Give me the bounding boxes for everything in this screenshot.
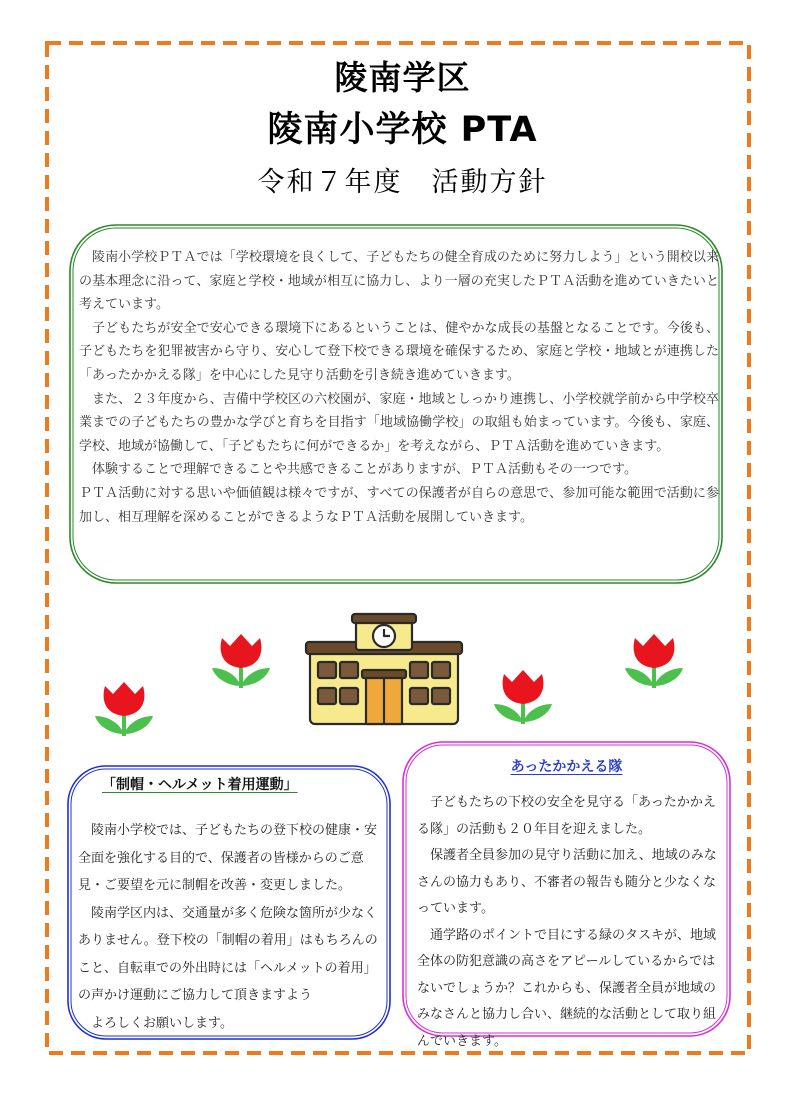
kaeru-text: [417, 790, 722, 1055]
tulip-icon: [618, 630, 690, 692]
policy-paragraph: 陵南小学校ＰＴＡでは「学校環境を良くして、子どもたちの健全育成のために努力しよう」という開校以来の基本理念に沿って、家庭と学校・地域が相互に協力し、より一層の充実したＰＴＡ活動を進めていきたいと考えています。: [79, 250, 719, 313]
helmet-title: 「制帽・ヘルメット着用運動」: [102, 777, 298, 793]
policy-paragraph: また、２３年度から、吉備中学校区の六校園が、家庭・地域としっかり連携し、小学校就学前から中学校卒業までの子どもたちの豊かな学びと育ちを目指す「地域協働学校」の取組も始まっています。今後も、家庭、学校、地域が協働して、「子どもたちに何ができるか」を考えながら、ＰＴＡ活動を進めていきます。: [79, 391, 719, 454]
page-title-school: 陵南小学校 PTA: [267, 110, 538, 150]
policy-text: [79, 246, 719, 529]
helmet-text: [78, 817, 384, 1037]
helmet-paragraph: 陵南小学校では、子どもたちの登下校の健康・安全面を強化する目的で、保護者の皆様からのご意見・ご要望を元に制帽を改善・変更しました。: [78, 823, 378, 893]
school-icon: [304, 612, 464, 728]
helmet-paragraph: よろしくお願いします。: [91, 1015, 233, 1031]
helmet-paragraph: 陵南学区内は、交通量が多く危険な箇所が少なくありません。登下校の「制帽の着用」はもちろんのこと、自転車での外出時には「ヘルメットの着用」の声かけ運動にご協力して頂きますよう: [78, 905, 378, 1003]
tulip-icon: [488, 666, 558, 728]
kaeru-paragraph: 通学路のポイントで目にする緑のタスキが、地域全体の防犯意識の高さをアピールしているからではないでしょうか？これからも、保護者全員が地域のみなさんと協力し合い、継続的な活動として取り組んでいきます。: [417, 927, 717, 1049]
policy-paragraph: 体験することで理解できることや共感できることがありますが、ＰＴＡ活動もその一つです。: [92, 462, 637, 478]
policy-paragraph: ＰＴＡ活動に対する思いや価値観は様々ですが、すべての保護者が自らの意思で、参加可能な範囲で活動に参加し、相互理解を深めることができるようなＰＴＡ活動を展開していきます。: [79, 485, 719, 525]
kaeru-paragraph: 保護者全員参加の見守り活動に加え、地域のみなさんの協力もあり、不審者の報告も随分と少なくなっています。: [417, 848, 717, 916]
kaeru-paragraph: 子どもたちの下校の安全を見守る「あったかかえる隊」の活動も２０年目を迎えました。: [417, 795, 716, 837]
page-subtitle: 令和７年度 活動方針: [257, 167, 548, 198]
tulip-icon: [208, 630, 274, 692]
page-title-district: 陵南学区: [334, 58, 471, 97]
tulip-icon: [88, 678, 160, 740]
policy-paragraph: 子どもたちが安全で安心できる環境下にあるということは、健やかな成長の基盤となることです。今後も、子どもたちを犯罪被害から守り、安心して登下校できる環境を確保するため、家庭と学校・地域とが連携した「あったかかえる隊」を中心にした見守り活動を引き続き進めていきます。: [79, 320, 719, 383]
kaeru-title: あったかかえる隊: [510, 759, 623, 775]
